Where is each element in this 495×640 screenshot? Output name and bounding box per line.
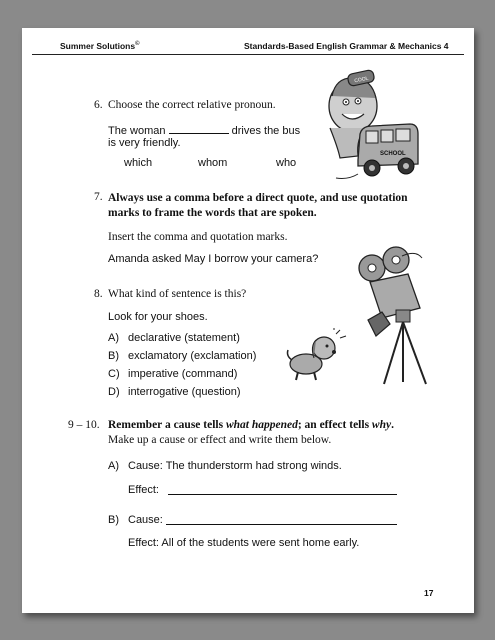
- bus-label: SCHOOL: [380, 151, 406, 157]
- q8-choice-a[interactable]: A): [108, 332, 119, 344]
- q8-choice-c[interactable]: C): [108, 368, 120, 380]
- q8-sentence: Look for your shoes.: [108, 311, 208, 323]
- q9-10-number: 9 – 10.: [68, 419, 100, 431]
- q6-option-3[interactable]: who: [276, 157, 297, 169]
- q8-number: 8.: [94, 288, 103, 300]
- q10-b-effect: Effect: All of the students were sent home early.: [128, 537, 360, 549]
- q9-a-cause: Cause: The thunderstorm had strong winds.: [128, 460, 342, 472]
- q8-choice-a-text[interactable]: declarative (statement): [128, 332, 240, 344]
- q10-b-cause-label: Cause:: [128, 514, 163, 526]
- worksheet-page: [22, 28, 474, 613]
- q6-number: 6.: [94, 99, 103, 111]
- q10-b-cause-line[interactable]: [166, 524, 397, 525]
- q6-option-1[interactable]: which: [124, 157, 153, 169]
- q7-sentence[interactable]: Amanda asked May I borrow your camera?: [108, 253, 319, 265]
- q9-a-letter: A): [108, 460, 119, 472]
- dog-illustration: [284, 328, 350, 382]
- header-left: Summer Solutions©: [60, 41, 140, 51]
- q7-prompt-line2: marks to frame the words that are spoken.: [108, 207, 317, 219]
- q9-10-instruction: Make up a cause or effect and write them below.: [108, 434, 332, 446]
- q6-sentence-cont: is very friendly.: [108, 137, 181, 149]
- q6-sentence: The woman drives the bus: [108, 122, 300, 139]
- q8-choice-d-text[interactable]: interrogative (question): [128, 386, 241, 398]
- q6-answer-blank[interactable]: [169, 122, 229, 134]
- q8-choice-b[interactable]: B): [108, 350, 119, 362]
- q8-choice-c-text[interactable]: imperative (command): [128, 368, 238, 380]
- header-rule: [32, 54, 464, 55]
- bus-driver-illustration: [318, 68, 428, 188]
- q8-prompt: What kind of sentence is this?: [108, 288, 247, 300]
- camera-illustration: [356, 246, 446, 386]
- q9-a-effect-label: Effect:: [128, 484, 159, 496]
- q8-choice-b-text[interactable]: exclamatory (exclamation): [128, 350, 257, 362]
- q10-b-letter: B): [108, 514, 119, 526]
- q6-option-2[interactable]: whom: [198, 157, 228, 169]
- q7-number: 7.: [94, 191, 103, 203]
- header-right: Standards-Based English Grammar & Mechanics 4: [244, 41, 449, 51]
- q6-prompt: Choose the correct relative pronoun.: [108, 99, 276, 111]
- q8-choice-d[interactable]: D): [108, 386, 120, 398]
- q7-instruction: Insert the comma and quotation marks.: [108, 231, 288, 243]
- q7-prompt-line1: Always use a comma before a direct quote, and use quotation: [108, 192, 408, 204]
- cap-label: COOL: [353, 75, 370, 85]
- page-number: 17: [424, 588, 434, 598]
- q9-a-effect-line[interactable]: [168, 494, 397, 495]
- q9-10-prompt: Remember a cause tells what happened; an effect tells why.: [108, 419, 394, 431]
